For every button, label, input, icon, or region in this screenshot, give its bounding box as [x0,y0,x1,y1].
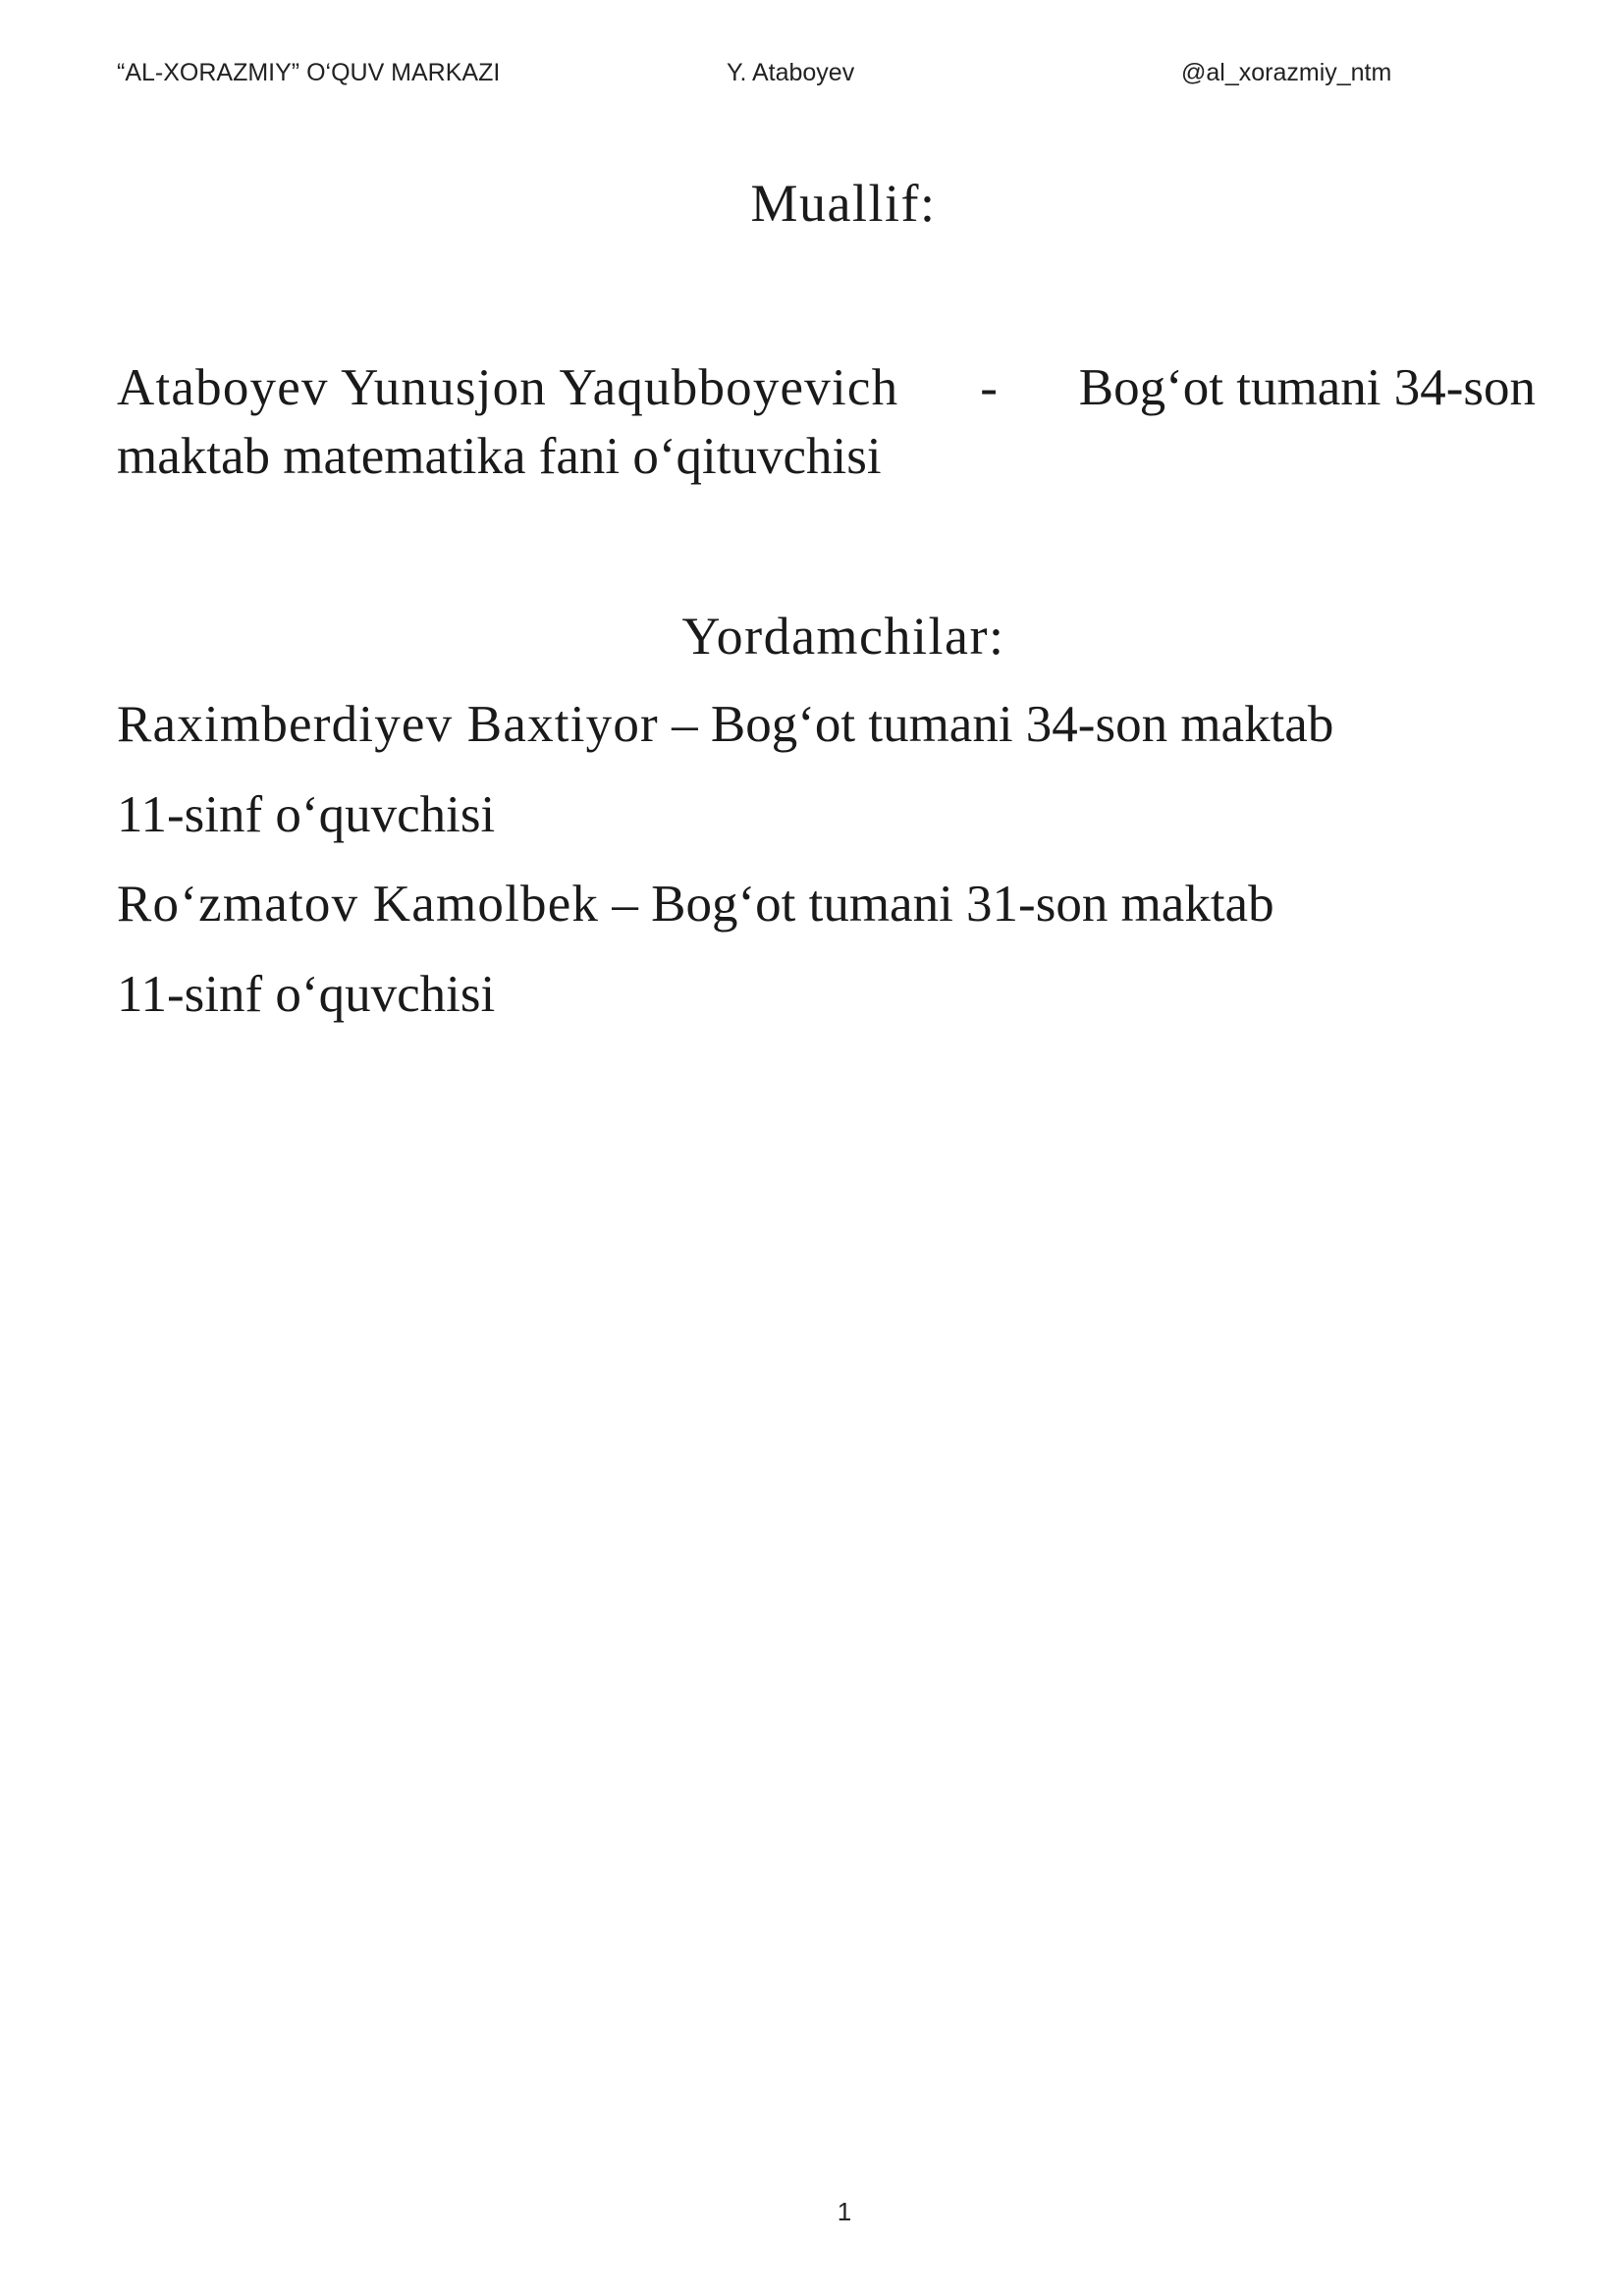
header-handle: @al_xorazmiy_ntm [1181,59,1392,86]
helper-1-dash: – [672,696,698,753]
helper-1-name: Raximberdiyev Baxtiyor [117,696,659,753]
author-separator: - [980,359,998,416]
author-entry [117,353,1536,491]
header-organization: “AL-XORAZMIY” O‘QUV MARKAZI [117,59,501,86]
author-name: Ataboyev Yunusjon Yaqubboyevich [117,359,899,416]
page-number: 1 [837,2197,852,2226]
page-header [0,59,1624,98]
helper-2-name: Ro‘zmatov Kamolbek [117,876,600,933]
author-description-part1: Bog‘ot tumani 34-son [1078,359,1536,416]
author-description-part2: maktab matematika fani o‘qituvchisi [117,428,882,485]
author-line-1 [117,353,1536,422]
helper-2-grade: 11-sinf o‘quvchisi [117,966,496,1023]
author-heading: Muallif: [750,174,937,233]
helper-2-line [117,875,1274,934]
helper-1-school: Bog‘ot tumani 34-son maktab [710,696,1334,753]
helpers-heading: Yordamchilar: [681,607,1005,666]
helper-1-line [117,695,1333,754]
header-author: Y. Ataboyev [727,59,855,86]
helper-2-dash: – [612,876,638,933]
helper-2-school: Bog‘ot tumani 31-son maktab [651,876,1274,933]
helper-1-grade: 11-sinf o‘quvchisi [117,786,496,843]
